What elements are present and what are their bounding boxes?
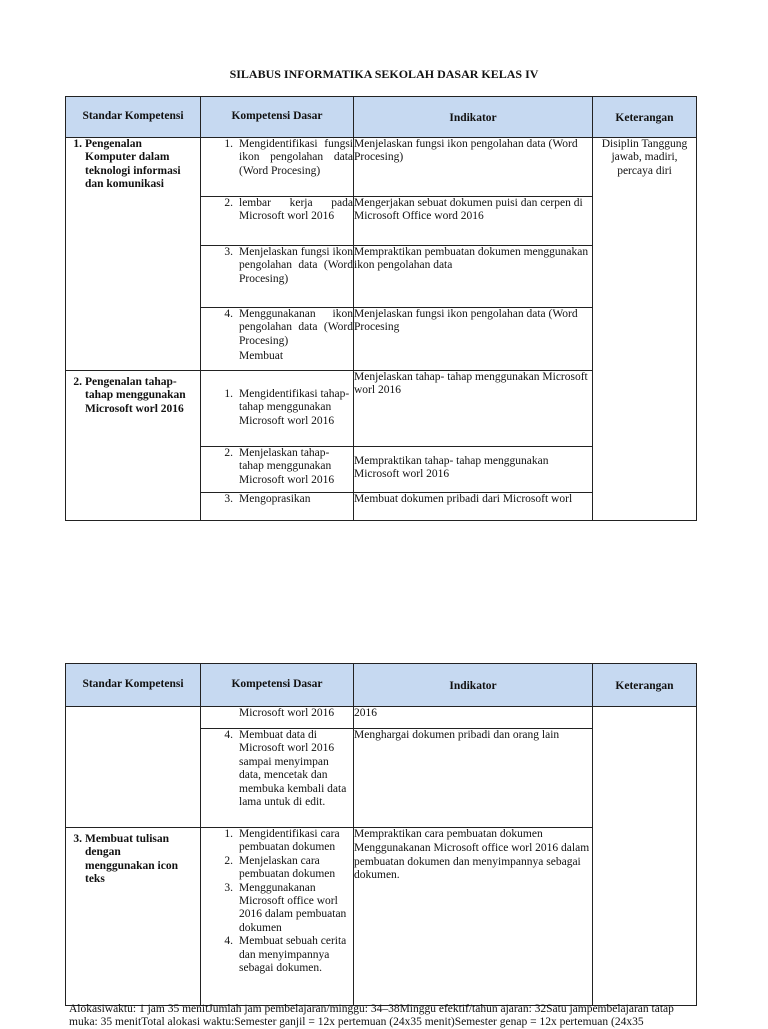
- kd-text: Menggunakanan ikon pengolahan data (Word Procesing): [239, 308, 353, 347]
- header-standar-kompetensi: Standar Kompetensi: [66, 97, 201, 138]
- kd-text: Menjelaskan tahap- tahap menggunakan Microsoft worl 2016: [239, 447, 335, 486]
- header-kompetensi-dasar: Kompetensi Dasar: [201, 664, 354, 707]
- kd-number: 2.: [224, 854, 233, 867]
- kd-number: 4.: [224, 935, 233, 948]
- header-kompetensi-dasar: Kompetensi Dasar: [201, 97, 354, 138]
- sk-cell-empty: [66, 707, 201, 828]
- sk-text: Membuat tulisan dengan menggunakan icon teks: [85, 833, 178, 886]
- kd-number: 3.: [224, 493, 233, 505]
- kd-text: Menggunakanan Microsoft office worl 2016 dalam pembuatan dokumen: [239, 881, 347, 934]
- keterangan-cell-empty: [593, 707, 697, 1006]
- kd-text: Mengidentifikasi cara pembuatan dokumen: [239, 828, 340, 854]
- indikator-line: Menggunakanan Microsoft office worl 2016 dalam pembuatan dokumen dan menyimpannya sebagai dokumen.: [354, 842, 590, 882]
- header-standar-kompetensi: Standar Kompetensi: [66, 664, 201, 707]
- kd-text: Mengidentifikasi tahap- tahap menggunakan Microsoft worl 2016: [239, 388, 350, 427]
- header-indikator: Indikator: [354, 97, 593, 138]
- sk-cell-3: [66, 828, 201, 1006]
- table-header-row: [66, 664, 697, 707]
- kd-number: 1.: [224, 138, 233, 150]
- sk-cell-2: [66, 371, 201, 521]
- keterangan-cell: Disiplin Tanggung jawab, madiri, percaya diri: [593, 138, 697, 521]
- syllabus-table-1: [65, 96, 697, 521]
- kd-cell: [201, 447, 354, 493]
- kd-cell: [201, 828, 354, 1006]
- kd-number: 1.: [224, 828, 233, 840]
- indikator-cell: Membuat dokumen pribadi dari Microsoft worl: [354, 493, 593, 521]
- kd-cell: [201, 371, 354, 447]
- table-row: [66, 707, 697, 729]
- kd-text: Membuat data di Microsoft worl 2016 sampai menyimpan data, mencetak dan membuka kembali data lama untuk di edit.: [239, 729, 347, 809]
- indikator-cell: Menghargai dokumen pribadi dan orang lain: [354, 729, 593, 828]
- kd-text: lembar kerja pada Microsoft worl 2016: [239, 197, 353, 223]
- kd-number: 1.: [224, 388, 233, 400]
- header-indikator: Indikator: [354, 664, 593, 707]
- indikator-cell: Mempraktikan pembuatan dokumen menggunakan ikon pengolahan data: [354, 246, 593, 308]
- kd-number: 4.: [224, 729, 233, 741]
- kd-cell: [201, 707, 354, 729]
- document-title: SILABUS INFORMATIKA SEKOLAH DASAR KELAS IV: [229, 67, 539, 81]
- kd-text: Membuat sebuah cerita dan menyimpannya sebagai dokumen.: [239, 935, 347, 975]
- kd-number: 3.: [224, 881, 233, 894]
- indikator-cell: Menjelaskan fungsi ikon pengolahan data (Word Procesing: [354, 308, 593, 371]
- sk-text: Pengenalan tahap- tahap menggunakan Microsoft worl 2016: [85, 376, 186, 415]
- kd-text: Mengidentifikasi fungsi ikon pengolahan data (Word Procesing): [239, 138, 353, 177]
- sk-number: 2.: [73, 376, 82, 388]
- kd-cell: [201, 308, 354, 371]
- kd-cell: [201, 197, 354, 246]
- sk-number: 1.: [73, 138, 82, 150]
- table-row: [66, 138, 697, 197]
- syllabus-table-2: [65, 663, 697, 1006]
- kd-number: 2.: [224, 447, 233, 459]
- kd-number: 2.: [224, 197, 233, 209]
- kd-cell: [201, 246, 354, 308]
- indikator-cell: Menjelaskan fungsi ikon pengolahan data (Word Procesing): [354, 138, 593, 197]
- indikator-cell: 2016: [354, 707, 593, 729]
- indikator-cell: Menjelaskan tahap- tahap menggunakan Microsoft worl 2016: [354, 371, 593, 447]
- footer-alokasi-waktu: Alokasiwaktu: 1 jam 35 menitJumlah jam pembelajaran/minggu: 34–38Minggu efektif/tahun ajaran: 32Satu jampembelajaran tatap muka: 35 menitTotal alokasi waktu:Semester ganjil = 12x pertemuan (24x35 menit)Semester genap = 12x pertemuan (24x35: [69, 1003, 674, 1028]
- indikator-line: Mempraktikan cara pembuatan dokumen: [354, 828, 543, 840]
- kd-cell: [201, 729, 354, 828]
- sk-number: 3.: [73, 833, 82, 845]
- kd-number: 4.: [224, 308, 233, 320]
- header-keterangan: Keterangan: [593, 664, 697, 707]
- kd-cell: [201, 138, 354, 197]
- indikator-cell: [354, 828, 593, 1006]
- kd-cell: [201, 493, 354, 521]
- indikator-cell: Mempraktikan tahap- tahap menggunakan Microsoft worl 2016: [354, 447, 593, 493]
- kd-text: Menjelaskan cara pembuatan dokumen: [239, 854, 336, 881]
- kd-text: Mengoprasikan: [239, 493, 311, 505]
- table-header-row: [66, 97, 697, 138]
- kd-number: 3.: [224, 246, 233, 258]
- kd-text-continued: Membuat: [239, 350, 284, 363]
- sk-cell-1: [66, 138, 201, 371]
- kd-text: Menjelaskan fungsi ikon pengolahan data (Word Procesing): [239, 246, 353, 285]
- sk-text: Pengenalan Komputer dalam teknologi informasi dan komunikasi: [85, 138, 181, 191]
- indikator-cell: Mengerjakan sebuat dokumen puisi dan cerpen di Microsoft Office word 2016: [354, 197, 593, 246]
- header-keterangan: Keterangan: [593, 97, 697, 138]
- kd-text-continued: Microsoft worl 2016: [239, 707, 335, 719]
